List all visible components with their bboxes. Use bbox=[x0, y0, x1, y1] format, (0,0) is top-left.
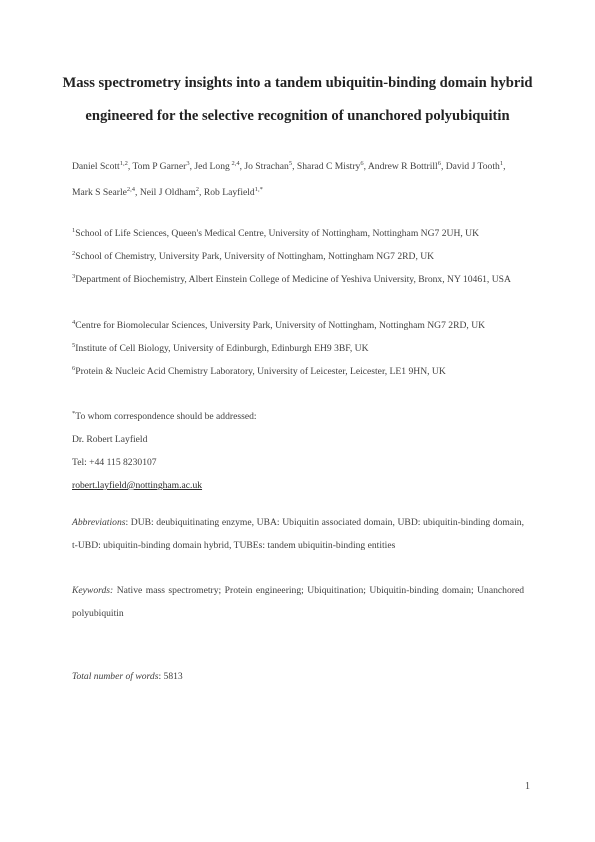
affiliation-3 bbox=[72, 268, 524, 291]
affiliation-6 bbox=[72, 360, 524, 383]
author-affiliation-marker: 2 bbox=[195, 185, 200, 193]
author-name: Mark S Searle bbox=[72, 187, 127, 198]
author-separator: , bbox=[363, 161, 368, 172]
author-separator: , bbox=[135, 187, 140, 198]
abbreviations-paragraph bbox=[72, 511, 524, 557]
keywords-text: Native mass spectrometry; Protein engineering; Ubiquitination; Ubiquitin-binding domain; Unanchored polyubiquitin bbox=[72, 585, 524, 619]
author bbox=[72, 187, 140, 198]
author-name: Tom P Garner bbox=[132, 161, 187, 172]
author-name: Daniel Scott bbox=[72, 161, 120, 172]
paper-title bbox=[60, 67, 535, 133]
keywords-label: Keywords: bbox=[72, 585, 114, 596]
abbreviations-label: Abbreviations bbox=[72, 517, 126, 528]
author bbox=[297, 161, 368, 172]
title-line-2: engineered for the selective recognition of unanchored polyubiquitin bbox=[85, 108, 510, 124]
author-name: David J Tooth bbox=[445, 161, 500, 172]
affiliation-marker: 6 bbox=[72, 364, 76, 372]
affiliation-5 bbox=[72, 337, 524, 360]
affiliation-text: Protein & Nucleic Acid Chemistry Laboratory, University of Leicester, Leicester, LE1 9HN, UK bbox=[75, 366, 446, 377]
affiliation-text: Centre for Biomolecular Sciences, University Park, University of Nottingham, Nottingham NG7 2RD, UK bbox=[75, 320, 486, 331]
page-number: 1 bbox=[525, 781, 530, 792]
title-line-1: Mass spectrometry insights into a tandem ubiquitin-binding domain hybrid bbox=[62, 75, 533, 91]
word-count-label: Total number of words bbox=[72, 671, 159, 682]
author bbox=[140, 187, 204, 198]
affiliation-text: School of Life Sciences, Queen's Medical Centre, University of Nottingham, Nottingham NG7 2UH, UK bbox=[75, 228, 480, 239]
affiliation-marker: 1 bbox=[72, 226, 76, 234]
corresponding-marker: * bbox=[72, 409, 76, 417]
author-name: Sharad C Mistry bbox=[296, 161, 361, 172]
correspondence-phone: Tel: +44 115 8230107 bbox=[72, 457, 157, 468]
affiliation-marker: 5 bbox=[72, 341, 76, 349]
author-affiliation-marker: 3 bbox=[186, 159, 190, 167]
author-affiliation-marker: 2,4 bbox=[126, 185, 136, 193]
author-name: Neil J Oldham bbox=[139, 187, 196, 198]
correspondence-intro: *To whom correspondence should be addressed: bbox=[72, 409, 257, 422]
author bbox=[368, 161, 446, 172]
author-name: Andrew R Bottrill bbox=[367, 161, 438, 172]
author bbox=[446, 161, 506, 172]
correspondence-name: Dr. Robert Layfield bbox=[72, 434, 148, 445]
author bbox=[244, 161, 297, 172]
author-separator: , bbox=[127, 161, 133, 172]
affiliation-2 bbox=[72, 245, 524, 268]
author-affiliation-marker: 1,2 bbox=[119, 159, 128, 167]
author-list bbox=[72, 154, 524, 206]
author-separator: , bbox=[292, 161, 297, 172]
author-affiliation-marker: 5 bbox=[288, 159, 293, 167]
author-affiliation-marker: 6 bbox=[360, 159, 364, 167]
author-affiliation-marker: 6 bbox=[437, 159, 441, 167]
abbreviations-text: : DUB: deubiquitinating enzyme, UBA: Ubiquitin associated domain, UBD: ubiquitin-binding domain, t-UBD: ubiquitin-binding domain hybrid, TUBEs: tandem ubiquitin-binding entities bbox=[72, 517, 524, 551]
author-name: Rob Layfield bbox=[203, 187, 255, 198]
word-count bbox=[72, 665, 524, 688]
author-separator: , bbox=[189, 161, 195, 172]
author bbox=[72, 161, 132, 172]
author-separator: , bbox=[239, 161, 245, 172]
author-name: Jo Strachan bbox=[244, 161, 289, 172]
author bbox=[194, 161, 244, 172]
author-affiliation-marker: 2,4 bbox=[229, 159, 240, 167]
author-affiliation-marker: 1 bbox=[499, 159, 504, 167]
affiliation-text: Institute of Cell Biology, University of Edinburgh, Edinburgh EH9 3BF, UK bbox=[75, 343, 369, 354]
author-separator: , bbox=[440, 161, 446, 172]
author bbox=[204, 187, 263, 198]
correspondence-email-link[interactable]: robert.layfield@nottingham.ac.uk bbox=[72, 480, 203, 491]
author bbox=[132, 161, 194, 172]
author-affiliation-marker: 1,* bbox=[254, 185, 263, 193]
author-separator: , bbox=[503, 161, 506, 172]
affiliation-marker: 4 bbox=[72, 318, 76, 326]
affiliation-marker: 2 bbox=[72, 249, 76, 257]
affiliation-text: Department of Biochemistry, Albert Einstein College of Medicine of Yeshiva University, Bronx, NY 10461, USA bbox=[75, 274, 511, 285]
author-name: Jed Long bbox=[194, 161, 230, 172]
affiliation-4 bbox=[72, 314, 524, 337]
affiliation-marker: 3 bbox=[72, 272, 76, 280]
affiliation-text: School of Chemistry, University Park, University of Nottingham, Nottingham NG7 2RD, UK bbox=[75, 251, 435, 262]
author-separator: , bbox=[199, 187, 204, 198]
affiliation-1 bbox=[72, 222, 524, 245]
keywords-paragraph bbox=[72, 579, 524, 625]
word-count-value: : 5813 bbox=[158, 671, 183, 682]
correspondence-block bbox=[72, 405, 524, 497]
